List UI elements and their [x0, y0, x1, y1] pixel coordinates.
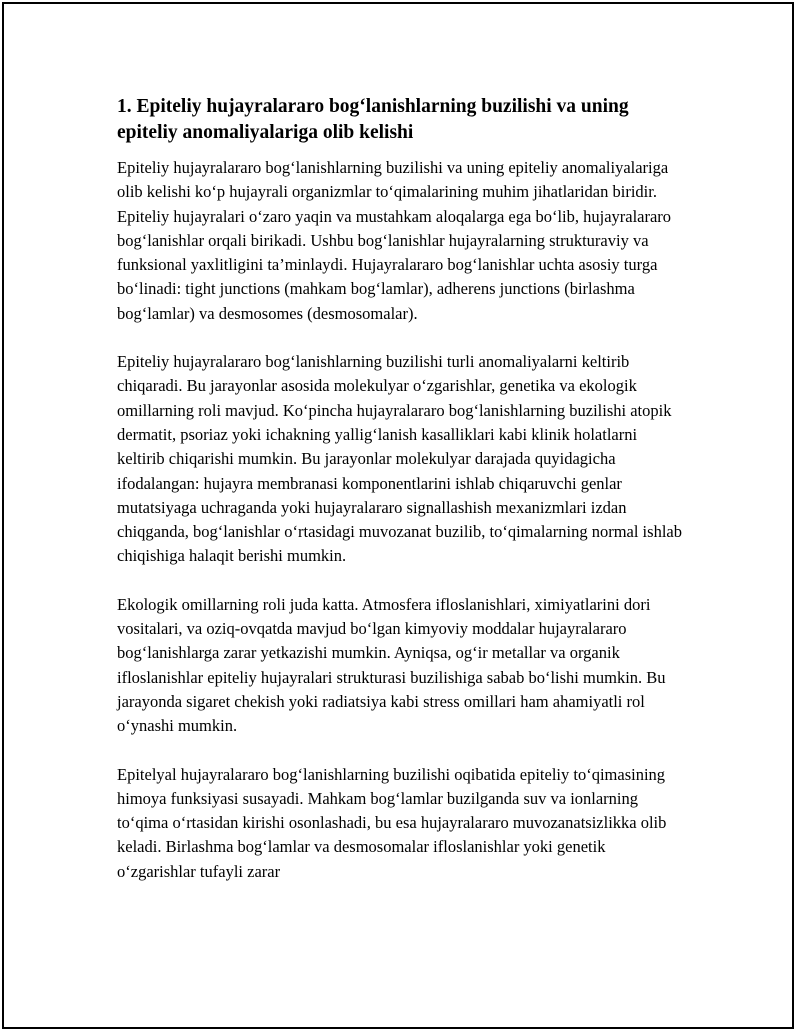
section-heading: 1. Epiteliy hujayralararo bog‘lanishlarning buzilishi va uning epiteliy anomaliyalariga olib kelishi — [117, 96, 629, 143]
paragraph-1: Epiteliy hujayralararo bog‘lanishlarning buzilishi va uning epiteliy anomaliyalariga olib kelishi ko‘p hujayrali organizmlar to‘qimalarining muhim jihatlaridan biridir. Epiteliy hujayralari o‘zaro yaqin va mustahkam aloqalarga ega bo‘lib, hujayralararo bog‘lanishlar orqali birikadi. Ushbu bog‘lanishlar hujayralarning strukturaviy va funksional yaxlitligini ta’minlaydi. Hujayralararo bog‘lanishlar uchta asosiy turga bo‘linadi: tight junctions (mahkam bog‘lamlar), adherens junctions (birlashma bog‘lamlar) va desmosomes (desmosomalar). — [117, 158, 672, 323]
document-body — [117, 94, 683, 908]
paragraph-4: Epitelyal hujayralararo bog‘lanishlarning buzilishi oqibatida epiteliy to‘qimasining himoya funksiyasi susayadi. Mahkam bog‘lamlar buzilganda suv va ionlarning to‘qima o‘rtasidan kirishi osonlashadi, bu esa hujayralararo muvozanatsizlikka olib keladi. Birlashma bog‘lamlar va desmosomalar ifloslanishlar yoki genetik o‘zgarishlar tufayli zarar — [117, 764, 667, 881]
paragraph-3: Ekologik omillarning roli juda katta. Atmosfera ifloslanishlari, ximiyatlarini dori vositalari, va oziq-ovqatda mavjud bo‘lgan kimyoviy moddalar hujayralararo bog‘lanishlarga zarar yetkazishi mumkin. Ayniqsa, og‘ir metallar va organik ifloslanishlar epiteliy hujayralari strukturasi buzilishiga sabab bo‘lishi mumkin. Bu jarayonda sigaret chekish yoki radiatsiya kabi stress omillari ham ahamiyatli rol o‘ynashi mumkin. — [117, 594, 666, 736]
paragraph-2: Epiteliy hujayralararo bog‘lanishlarning buzilishi turli anomaliyalarni keltirib chiqaradi. Bu jarayonlar asosida molekulyar o‘zgarishlar, genetika va ekologik omillarning roli mavjud. Ko‘pincha hujayralararo bog‘lanishlarning buzilishi atopik dermatit, psoriaz yoki ichakning yallig‘lanish kasalliklari kabi klinik holatlarni keltirib chiqarishi mumkin. Bu jarayonlar molekulyar darajada quyidagicha ifodalangan: hujayra membranasi komponentlarini ishlab chiqaruvchi genlar mutatsiyaga uchraganda yoki hujayralararo signallashish mexanizmlari izdan chiqganda, bog‘lanishlar o‘rtasidagi muvozanat buzilib, to‘qimalarning normal ishlab chiqishiga halaqit berishi mumkin. — [117, 352, 682, 566]
